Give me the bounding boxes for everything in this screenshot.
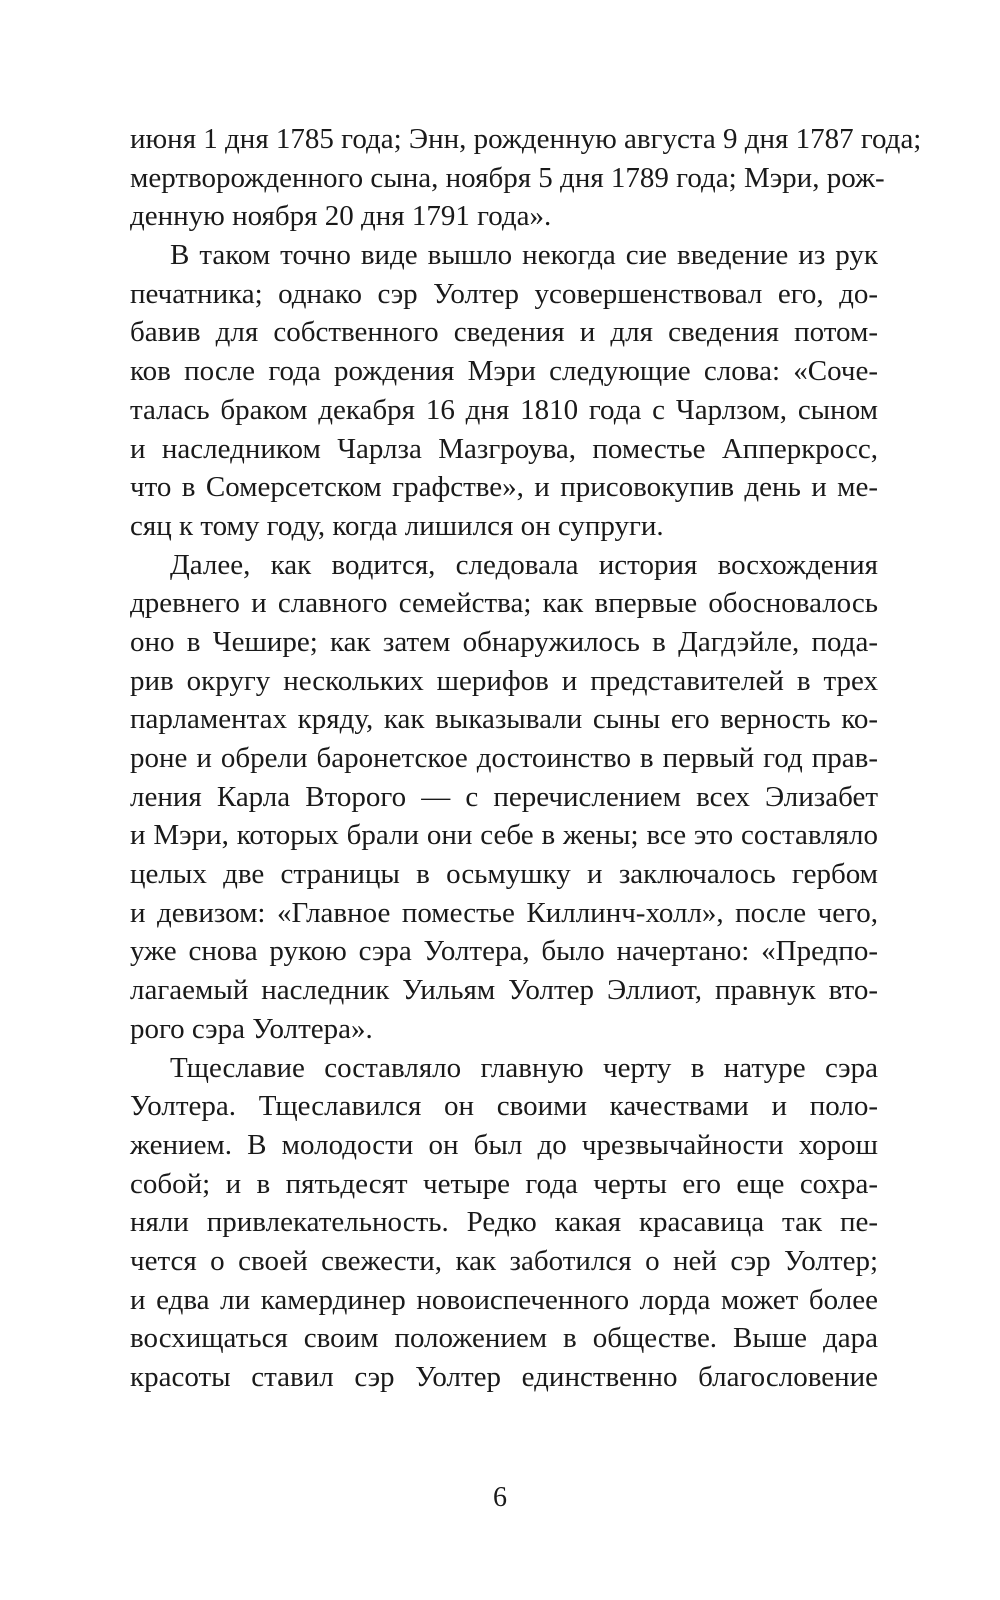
text-line: сяц к тому году, когда лишился он супруги.: [130, 509, 664, 542]
text-line: Уолтера. Тщеславился он своими качествами и поло-: [130, 1090, 878, 1123]
text-line: и девизом: «Главное поместье Киллинч-холл», после чего,: [130, 896, 878, 929]
text-line: ления Карла Второго — с перечислением всех Элизабет: [130, 780, 878, 813]
text-line: и едва ли камердинер новоиспеченного лорда может более: [130, 1283, 878, 1316]
text-line: рого сэра Уолтера».: [130, 1012, 373, 1045]
text-line: оно в Чешире; как затем обнаружилось в Дагдэйле, пода-: [130, 625, 878, 658]
text-line: и Мэри, которых брали они себе в жены; все это составляло: [130, 819, 878, 852]
text-line: древнего и славного семейства; как впервые обосновалось: [130, 587, 878, 620]
text-line: печатника; однако сэр Уолтер усовершенствовал его, до-: [130, 277, 878, 310]
text-line: ков после года рождения Мэри следующие слова: «Соче-: [130, 355, 878, 388]
text-line: В таком точно виде вышло некогда сие введение из рук: [170, 239, 878, 272]
text-line: собой; и в пятьдесят четыре года черты его еще сохра-: [130, 1167, 878, 1200]
text-line: парламентах кряду, как выказывали сыны его верность ко-: [130, 703, 878, 736]
text-line: уже снова рукою сэра Уолтера, было начертано: «Предпо-: [130, 935, 878, 968]
text-line: Тщеславие составляло главную черту в натуре сэра: [170, 1051, 878, 1084]
text-line: и наследником Чарлза Мазгроува, поместье Апперкросс,: [130, 432, 878, 465]
text-line: целых две страницы в осьмушку и заключалось гербом: [130, 858, 878, 891]
text-line: роне и обрели баронетское достоинство в первый год прав-: [130, 742, 878, 774]
text-line: чется о своей свежести, как заботился о ней сэр Уолтер;: [130, 1244, 878, 1277]
text-line: восхищаться своим положением в обществе. Выше дара: [130, 1322, 878, 1355]
text-line: денную ноября 20 дня 1791 года».: [130, 200, 552, 233]
text-line: бавив для собственного сведения и для сведения потом-: [130, 316, 878, 349]
text-line: красоты ставил сэр Уолтер единственно благословение: [130, 1361, 878, 1393]
text-line: июня 1 дня 1785 года; Энн, рожденную августа 9 дня 1787 года;: [130, 123, 922, 155]
text-line: талась браком декабря 16 дня 1810 года с Чарлзом, сыном: [130, 393, 878, 426]
page-number: 6: [493, 1482, 507, 1513]
text-line: няли привлекательность. Редко какая красавица так пе-: [130, 1206, 878, 1239]
text-line: мертворожденного сына, ноября 5 дня 1789 года; Мэри, рож-: [130, 161, 885, 194]
text-line: лагаемый наследник Уильям Уолтер Эллиот, правнук вто-: [130, 974, 878, 1007]
text-line: жением. В молодости он был до чрезвычайности хорош: [130, 1128, 878, 1161]
text-line: рив округу нескольких шерифов и представителей в трех: [130, 664, 878, 697]
text-line: что в Сомерсетском графстве», и присовокупив день и ме-: [130, 471, 878, 504]
text-line: Далее, как водится, следовала история восхождения: [170, 548, 878, 581]
body-text: [130, 120, 922, 1397]
